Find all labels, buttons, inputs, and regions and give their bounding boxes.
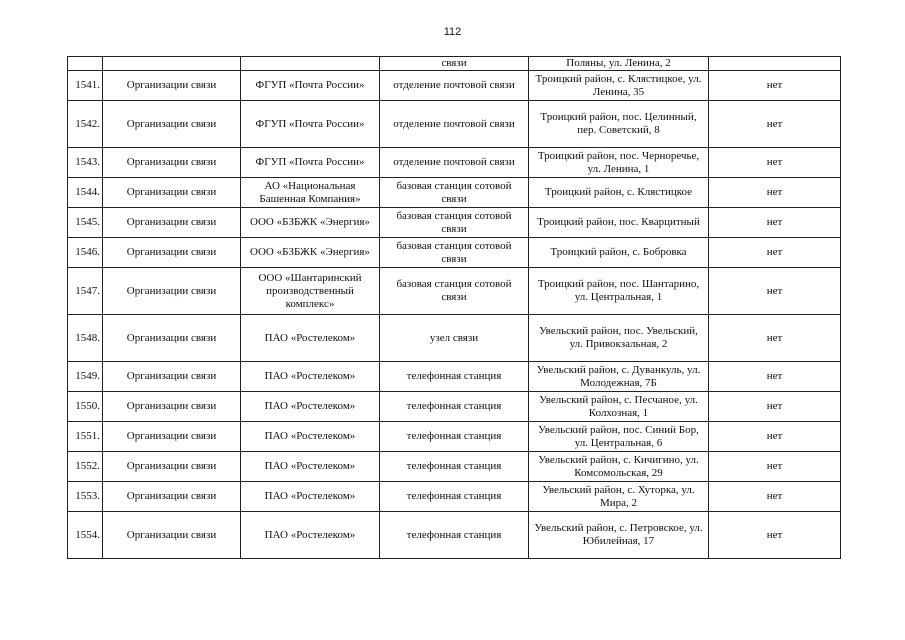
address-cell: Увельский район, с. Песчаное, ул. Колхозная, 1: [529, 392, 709, 422]
status-cell: нет: [709, 452, 841, 482]
address-cell: Увельский район, пос. Увельский, ул. Привокзальная, 2: [529, 315, 709, 362]
address-cell: Троицкий район, пос. Кварцитный: [529, 208, 709, 238]
status-cell: нет: [709, 315, 841, 362]
organization-cell: ПАО «Ростелеком»: [241, 362, 380, 392]
object-type-cell: отделение почтовой связи: [380, 71, 529, 101]
row-number-cell: 1543.: [68, 148, 103, 178]
address-cell: Увельский район, с. Петровское, ул. Юбилейная, 17: [529, 512, 709, 559]
address-cell: Увельский район, пос. Синий Бор, ул. Центральная, 6: [529, 422, 709, 452]
object-type-cell: узел связи: [380, 315, 529, 362]
status-cell: нет: [709, 422, 841, 452]
address-cell: Троицкий район, с. Клястицкое, ул. Ленина, 35: [529, 71, 709, 101]
row-number-cell: 1547.: [68, 268, 103, 315]
status-cell: нет: [709, 71, 841, 101]
row-number-cell: 1548.: [68, 315, 103, 362]
organization-cell: ПАО «Ростелеком»: [241, 482, 380, 512]
status-cell: нет: [709, 101, 841, 148]
table-row: [68, 178, 841, 208]
object-type-cell: телефонная станция: [380, 392, 529, 422]
category-cell: Организации связи: [103, 452, 241, 482]
category-cell: Организации связи: [103, 268, 241, 315]
status-cell: нет: [709, 148, 841, 178]
address-cell: Поляны, ул. Ленина, 2: [529, 57, 709, 71]
object-type-cell: телефонная станция: [380, 512, 529, 559]
address-cell: Троицкий район, с. Бобровка: [529, 238, 709, 268]
object-type-cell: отделение почтовой связи: [380, 101, 529, 148]
status-cell: нет: [709, 268, 841, 315]
table-row: [68, 57, 841, 71]
organization-cell: ПАО «Ростелеком»: [241, 422, 380, 452]
object-type-cell: базовая станция сотовой связи: [380, 268, 529, 315]
table-row: [68, 482, 841, 512]
status-cell: нет: [709, 392, 841, 422]
category-cell: Организации связи: [103, 148, 241, 178]
address-cell: Увельский район, с. Дуванкуль, ул. Молодежная, 7Б: [529, 362, 709, 392]
organization-cell: ООО «БЗБЖК «Энергия»: [241, 238, 380, 268]
object-type-cell: базовая станция сотовой связи: [380, 238, 529, 268]
table-row: [68, 512, 841, 559]
table-row: [68, 101, 841, 148]
category-cell: [103, 57, 241, 71]
organization-cell: ПАО «Ростелеком»: [241, 452, 380, 482]
row-number-cell: 1542.: [68, 101, 103, 148]
category-cell: Организации связи: [103, 238, 241, 268]
row-number-cell: 1541.: [68, 71, 103, 101]
object-type-cell: отделение почтовой связи: [380, 148, 529, 178]
object-type-cell: связи: [380, 57, 529, 71]
row-number-cell: 1553.: [68, 482, 103, 512]
category-cell: Организации связи: [103, 315, 241, 362]
object-type-cell: базовая станция сотовой связи: [380, 208, 529, 238]
table-row: [68, 268, 841, 315]
status-cell: нет: [709, 178, 841, 208]
organization-cell: ФГУП «Почта России»: [241, 148, 380, 178]
object-type-cell: базовая станция сотовой связи: [380, 178, 529, 208]
row-number-cell: 1552.: [68, 452, 103, 482]
row-number-cell: 1554.: [68, 512, 103, 559]
status-cell: нет: [709, 482, 841, 512]
status-cell: нет: [709, 208, 841, 238]
object-type-cell: телефонная станция: [380, 422, 529, 452]
category-cell: Организации связи: [103, 208, 241, 238]
category-cell: Организации связи: [103, 422, 241, 452]
row-number-cell: 1551.: [68, 422, 103, 452]
category-cell: Организации связи: [103, 178, 241, 208]
status-cell: нет: [709, 362, 841, 392]
category-cell: Организации связи: [103, 362, 241, 392]
table-row: [68, 208, 841, 238]
category-cell: Организации связи: [103, 71, 241, 101]
address-cell: Троицкий район, с. Клястицкое: [529, 178, 709, 208]
organization-cell: ПАО «Ростелеком»: [241, 512, 380, 559]
organization-cell: ФГУП «Почта России»: [241, 71, 380, 101]
row-number-cell: 1550.: [68, 392, 103, 422]
object-type-cell: телефонная станция: [380, 482, 529, 512]
organization-cell: ПАО «Ростелеком»: [241, 315, 380, 362]
page-number: 112: [443, 26, 462, 38]
organizations-table: [67, 56, 841, 559]
row-number-cell: 1549.: [68, 362, 103, 392]
organization-cell: [241, 57, 380, 71]
table-row: [68, 315, 841, 362]
table-row: [68, 392, 841, 422]
organization-cell: АО «Национальная Башенная Компания»: [241, 178, 380, 208]
table-row: [68, 422, 841, 452]
status-cell: [709, 57, 841, 71]
address-cell: Увельский район, с. Хуторка, ул. Мира, 2: [529, 482, 709, 512]
table-row: [68, 362, 841, 392]
address-cell: Троицкий район, пос. Черноречье, ул. Ленина, 1: [529, 148, 709, 178]
row-number-cell: [68, 57, 103, 71]
row-number-cell: 1546.: [68, 238, 103, 268]
address-cell: Увельский район, с. Кичигино, ул. Комсомольская, 29: [529, 452, 709, 482]
status-cell: нет: [709, 238, 841, 268]
organization-cell: ООО «Шантаринский производственный комплекс»: [241, 268, 380, 315]
row-number-cell: 1544.: [68, 178, 103, 208]
address-cell: Троицкий район, пос. Целинный, пер. Советский, 8: [529, 101, 709, 148]
row-number-cell: 1545.: [68, 208, 103, 238]
status-cell: нет: [709, 512, 841, 559]
category-cell: Организации связи: [103, 392, 241, 422]
object-type-cell: телефонная станция: [380, 362, 529, 392]
organization-cell: ФГУП «Почта России»: [241, 101, 380, 148]
category-cell: Организации связи: [103, 101, 241, 148]
address-cell: Троицкий район, пос. Шантарино, ул. Центральная, 1: [529, 268, 709, 315]
organization-cell: ООО «БЗБЖК «Энергия»: [241, 208, 380, 238]
category-cell: Организации связи: [103, 512, 241, 559]
category-cell: Организации связи: [103, 482, 241, 512]
table-row: [68, 238, 841, 268]
object-type-cell: телефонная станция: [380, 452, 529, 482]
table-row: [68, 148, 841, 178]
table-row: [68, 71, 841, 101]
table-row: [68, 452, 841, 482]
organization-cell: ПАО «Ростелеком»: [241, 392, 380, 422]
